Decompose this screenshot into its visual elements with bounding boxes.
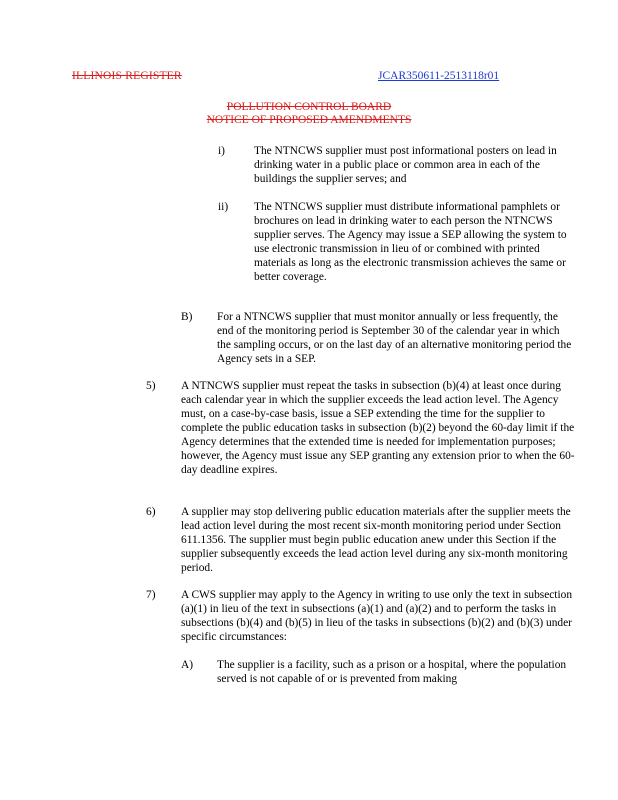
jcar-code[interactable]: JCAR350611-2513118r01 (378, 70, 500, 82)
board-title: POLLUTION CONTROL BOARD (226, 101, 392, 113)
item-label-A: A) (181, 659, 194, 671)
item-label-6: 6) (146, 506, 156, 518)
register-header: ILLINOIS REGISTER (72, 70, 182, 82)
item-text-7: A CWS supplier may apply to the Agency in writing to use only the text in subsection (a)(1) in lieu of the text in subsections (a)(1) and (a)(2) and to perform the tasks in subsections (b)(4) and (b)(5) in lieu of the tasks in subsections (b)(2) and (b)(3) under specific circumstances: (181, 589, 573, 643)
item-text-B: For a NTNCWS supplier that must monitor annually or less frequently, the end of the monitoring period is September 30 of the calendar year in which the sampling occurs, or on the last day of an alternative monitoring period the Agency sets in a SEP. (217, 311, 572, 365)
item-text-A: The supplier is a facility, such as a prison or a hospital, where the population served is not capable of or is prevented from making (217, 659, 567, 685)
item-label-B: B) (181, 311, 193, 323)
item-text-5: A NTNCWS supplier must repeat the tasks in subsection (b)(4) at least once during each calendar year in which the supplier exceeds the lead action level. The Agency must, on a case-by-case basis, issue a SEP extending the time for the supplier to complete the public education tasks in subsection (b)(2) beyond the 60-day limit if the Agency determines that the extended time is needed for implementation purposes; however, the Agency must issue any SEP granting any extension prior to when the 60-day deadline expires. (181, 380, 575, 476)
item-label-i: i) (218, 145, 225, 157)
item-text-ii: The NTNCWS supplier must distribute informational pamphlets or brochures on lead in drinking water to each person the NTNCWS supplier serves. The Agency may issue a SEP allowing the system to use electronic transmission in lieu of or combined with printed materials as long as the electronic transmission achieves the same or better coverage. (254, 201, 567, 283)
item-text-6: A supplier may stop delivering public education materials after the supplier meets the lead action level during the most recent six-month monitoring period under Section 611.1356. The supplier must begin public education anew under this Section if the supplier subsequently exceeds the lead action level during any six-month monitoring period. (181, 506, 571, 574)
item-label-ii: ii) (218, 201, 229, 213)
item-label-7: 7) (146, 589, 156, 601)
item-label-5: 5) (146, 380, 156, 392)
item-text-i: The NTNCWS supplier must post informational posters on lead in drinking water in a public place or common area in each of the buildings the supplier serves; and (254, 145, 557, 185)
notice-title: NOTICE OF PROPOSED AMENDMENTS (206, 114, 412, 126)
